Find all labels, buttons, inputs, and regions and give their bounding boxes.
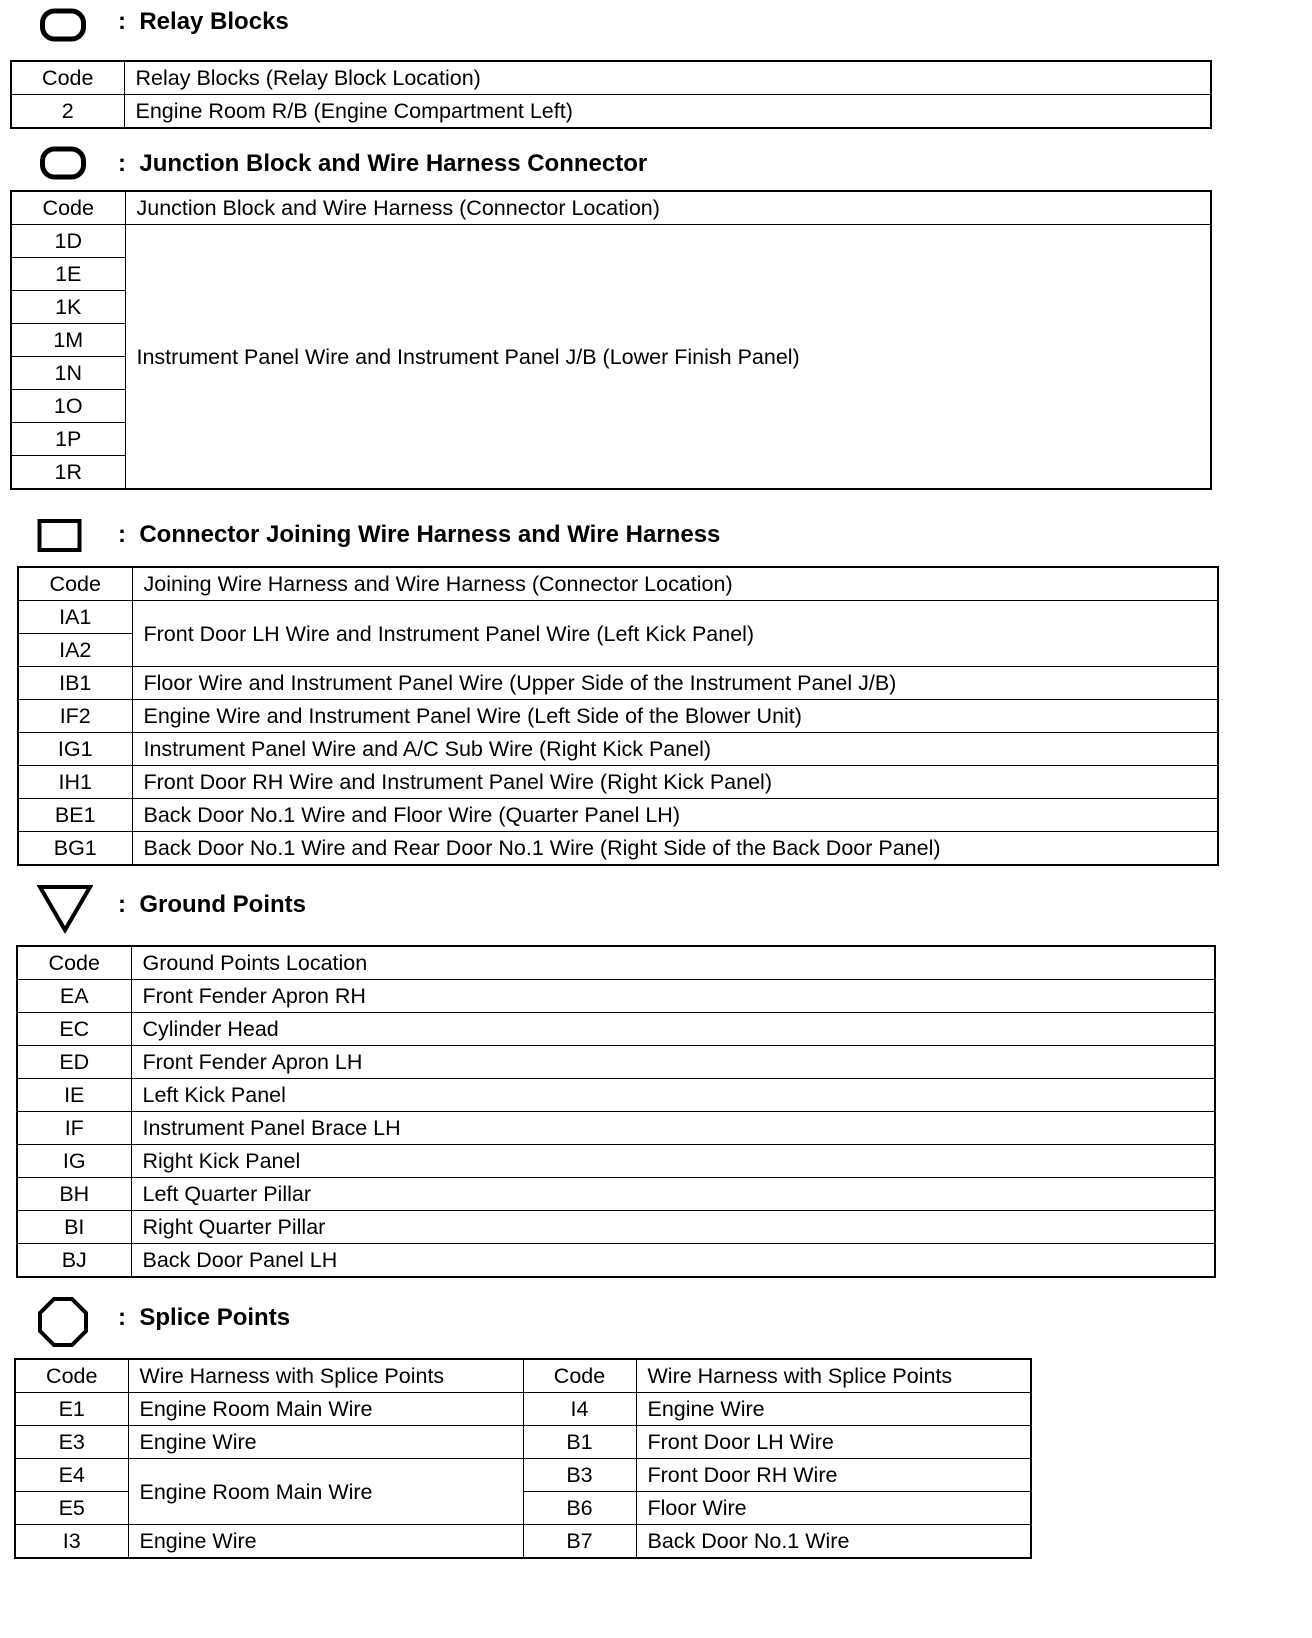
desc-cell: Floor Wire [636,1492,1031,1525]
code-cell: I3 [15,1525,128,1559]
code-cell: E4 [15,1459,128,1492]
table-row [17,1046,1215,1079]
code-cell: IF2 [18,700,132,733]
table-row [18,832,1218,866]
table-row [18,766,1218,799]
desc-cell: Instrument Panel Brace LH [131,1112,1215,1145]
desc-cell: Instrument Panel Wire and A/C Sub Wire (Right Kick Panel) [132,733,1218,766]
table-row [15,1525,1031,1559]
desc-cell: Engine Room Main Wire [128,1459,523,1525]
table-row [18,700,1218,733]
table-row [17,1079,1215,1112]
table-row [15,1459,1031,1492]
desc-cell: Front Fender Apron LH [131,1046,1215,1079]
table-row [18,799,1218,832]
table-header-row [15,1359,1031,1393]
code-cell: 2 [11,95,124,129]
desc-cell: Front Fender Apron RH [131,980,1215,1013]
desc-cell: Front Door LH Wire and Instrument Panel Wire (Left Kick Panel) [132,601,1218,667]
desc-cell: Engine Room R/B (Engine Compartment Left) [124,95,1211,129]
connector-table [17,566,1219,866]
code-cell: B7 [523,1525,636,1559]
table-row [17,1112,1215,1145]
code-header: Code [17,946,131,980]
table-row [11,95,1211,129]
connector-icon [37,518,83,554]
table-header-row [11,191,1211,225]
code-cell: IG1 [18,733,132,766]
code-header: Code [11,191,125,225]
table-row [17,1244,1215,1278]
desc-header: Relay Blocks (Relay Block Location) [124,61,1211,95]
desc-header: Wire Harness with Splice Points [128,1359,523,1393]
desc-cell: Right Kick Panel [131,1145,1215,1178]
code-header: Code [523,1359,636,1393]
table-row [15,1393,1031,1426]
desc-cell: Back Door No.1 Wire [636,1525,1031,1559]
desc-cell: Front Door LH Wire [636,1426,1031,1459]
junction-block-heading: : Junction Block and Wire Harness Connector [118,150,648,177]
relay-blocks-table [10,60,1212,129]
splice-points-heading: : Splice Points [118,1304,291,1331]
junction-block-table [10,190,1212,490]
ground-points-table [16,945,1216,1278]
desc-cell: Cylinder Head [131,1013,1215,1046]
desc-cell: Engine Wire [128,1525,523,1559]
code-cell: B3 [523,1459,636,1492]
code-cell: IA1 [18,601,132,634]
code-cell: E1 [15,1393,128,1426]
code-cell: 1D [11,225,125,258]
code-cell: IE [17,1079,131,1112]
code-cell: 1M [11,324,125,357]
code-cell: BJ [17,1244,131,1278]
desc-header: Junction Block and Wire Harness (Connector Location) [125,191,1211,225]
code-cell: EA [17,980,131,1013]
table-row [17,1211,1215,1244]
code-cell: BG1 [18,832,132,866]
desc-cell: Instrument Panel Wire and Instrument Panel J/B (Lower Finish Panel) [125,225,1211,490]
code-cell: 1N [11,357,125,390]
code-cell: IF [17,1112,131,1145]
desc-cell: Left Kick Panel [131,1079,1215,1112]
table-row [17,1178,1215,1211]
code-header: Code [15,1359,128,1393]
desc-header: Wire Harness with Splice Points [636,1359,1031,1393]
code-cell: EC [17,1013,131,1046]
code-cell: 1K [11,291,125,324]
code-cell: BI [17,1211,131,1244]
ground-point-icon [37,884,93,934]
desc-header: Joining Wire Harness and Wire Harness (Connector Location) [132,567,1218,601]
desc-cell: Back Door No.1 Wire and Rear Door No.1 Wire (Right Side of the Back Door Panel) [132,832,1218,866]
relay-block-icon [40,8,86,42]
code-header: Code [18,567,132,601]
table-row [17,1013,1215,1046]
code-cell: IB1 [18,667,132,700]
relay-blocks-heading: : Relay Blocks [118,8,289,35]
desc-cell: Back Door Panel LH [131,1244,1215,1278]
splice-point-icon [37,1296,89,1348]
junction-block-icon [40,146,86,180]
desc-cell: Right Quarter Pillar [131,1211,1215,1244]
code-cell: 1P [11,423,125,456]
code-cell: B6 [523,1492,636,1525]
table-row [15,1426,1031,1459]
code-cell: E3 [15,1426,128,1459]
code-cell: IH1 [18,766,132,799]
splice-points-table [14,1358,1032,1559]
code-cell: 1R [11,456,125,490]
code-cell: IG [17,1145,131,1178]
table-header-row [11,61,1211,95]
code-cell: BE1 [18,799,132,832]
table-row [17,980,1215,1013]
code-cell: ED [17,1046,131,1079]
table-row [18,601,1218,634]
table-row [18,667,1218,700]
desc-cell: Engine Wire [636,1393,1031,1426]
desc-cell: Floor Wire and Instrument Panel Wire (Upper Side of the Instrument Panel J/B) [132,667,1218,700]
ground-points-heading: : Ground Points [118,891,306,918]
desc-cell: Front Door RH Wire and Instrument Panel Wire (Right Kick Panel) [132,766,1218,799]
table-header-row [18,567,1218,601]
code-cell: BH [17,1178,131,1211]
code-header: Code [11,61,124,95]
desc-cell: Engine Room Main Wire [128,1393,523,1426]
connector-heading: : Connector Joining Wire Harness and Wire Harness [118,521,721,548]
desc-cell: Front Door RH Wire [636,1459,1031,1492]
code-cell: IA2 [18,634,132,667]
table-row [11,225,1211,258]
code-cell: I4 [523,1393,636,1426]
code-cell: B1 [523,1426,636,1459]
desc-cell: Back Door No.1 Wire and Floor Wire (Quarter Panel LH) [132,799,1218,832]
table-header-row [17,946,1215,980]
code-cell: 1O [11,390,125,423]
desc-cell: Left Quarter Pillar [131,1178,1215,1211]
desc-cell: Engine Wire and Instrument Panel Wire (Left Side of the Blower Unit) [132,700,1218,733]
desc-header: Ground Points Location [131,946,1215,980]
table-row [17,1145,1215,1178]
code-cell: 1E [11,258,125,291]
desc-cell: Engine Wire [128,1426,523,1459]
code-cell: E5 [15,1492,128,1525]
table-row [18,733,1218,766]
